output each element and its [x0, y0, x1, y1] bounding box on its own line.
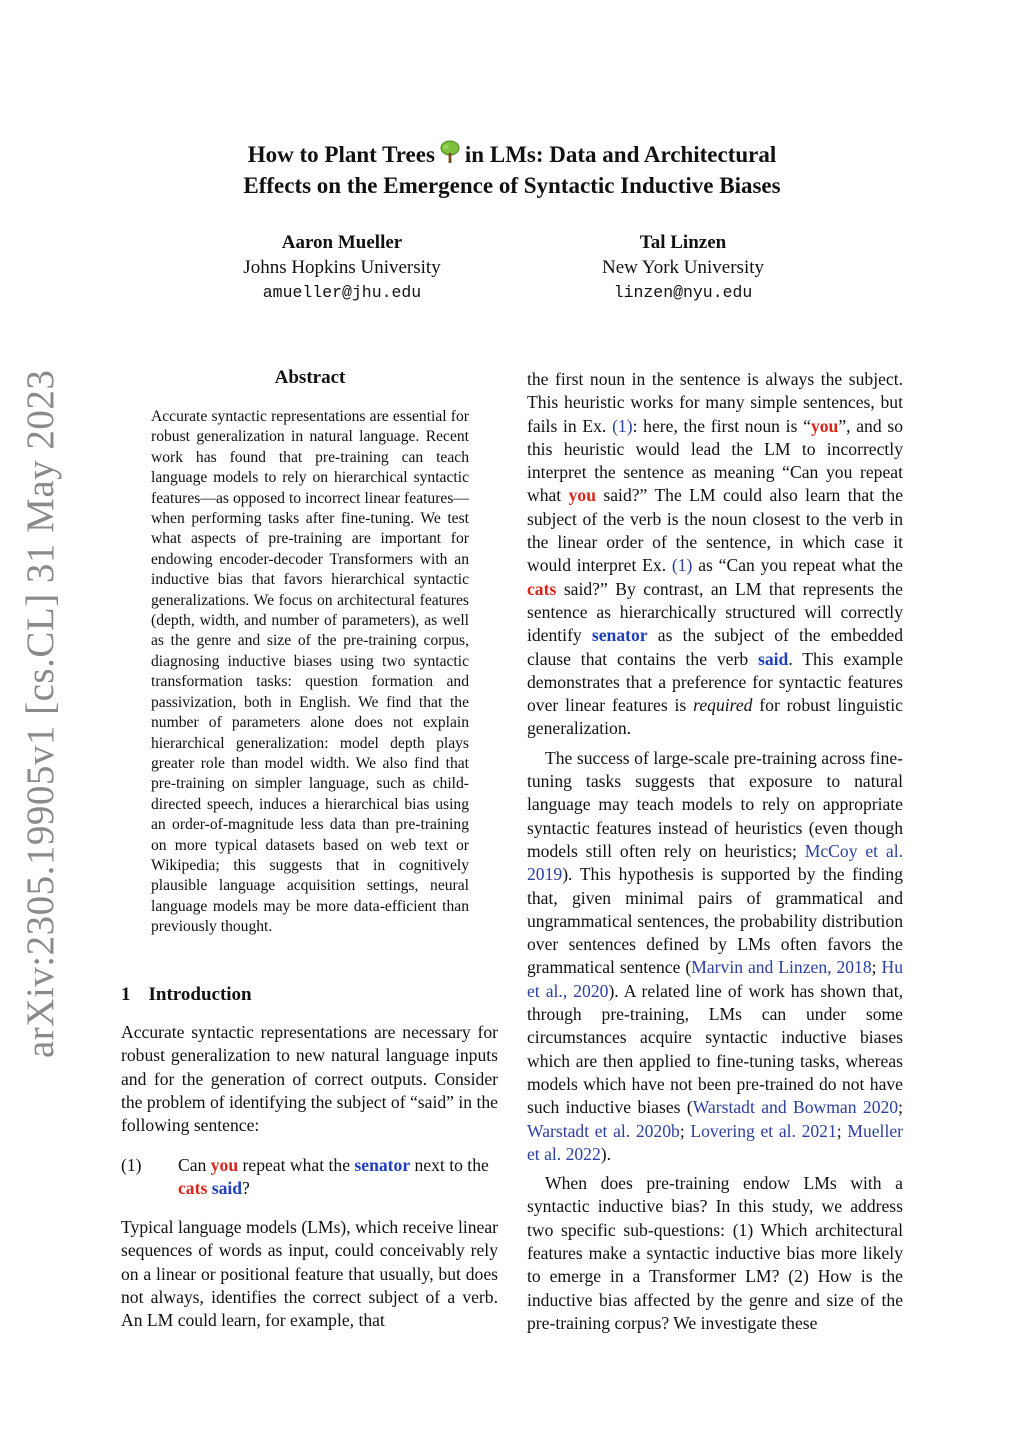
text: said?” The LM could also learn that the subject of the verb is the noun closest to the verb in the linear order of the sentence, in which case it would interpret Ex.	[527, 485, 904, 576]
arxiv-identifier: arXiv:2305.19905v1 [cs.CL] 31 May 2023	[19, 369, 62, 1058]
example-number: (1)	[121, 1155, 142, 1175]
word: next to the	[414, 1155, 489, 1175]
citation-link[interactable]: Hu et al., 2020	[527, 957, 903, 1001]
paper-title	[150, 140, 874, 200]
citation-link[interactable]: Warstadt and Bowman 2020	[692, 1097, 899, 1118]
paragraph-text: Accurate syntactic representations are necessary for robust generalization to new natural language inputs and for the generation of correct outputs. Consider the problem of identifying the subject of “said” in the following sentence:	[121, 1022, 498, 1136]
author-affiliation: New York University	[601, 257, 765, 278]
text: ). A related line of work has shown that, through pre-training, LMs can under some circumstances acquire syntactic inductive biases which are then applied to fine-tuning tasks, whereas models which have not been pre-trained do not have such inductive biases (	[527, 980, 903, 1118]
word: repeat what the	[242, 1155, 351, 1175]
example-ref[interactable]: (1)	[612, 415, 633, 436]
right-column	[527, 368, 903, 1335]
author-name: Tal Linzen	[639, 232, 727, 253]
author-block-1	[192, 230, 492, 305]
title-line2: Effects on the Emergence of Syntactic Inductive Biases	[243, 173, 781, 198]
right-paragraph-2	[527, 747, 903, 1166]
author-email[interactable]: linzen@nyu.edu	[613, 283, 753, 302]
text: ). This hypothesis is supported by the finding that, given minimal pairs of grammatical and ungrammatical sentences, the probability distribution over sentences defined by LMs often favors the grammatical sentence (	[527, 864, 903, 978]
citation-link[interactable]: Warstadt et al. 2020b	[527, 1120, 680, 1141]
text: ;	[871, 957, 877, 978]
intro-paragraph-2	[121, 1216, 498, 1332]
paragraph-text: Typical language models (LMs), which receive linear sequences of words as input, could conceivably rely on a linear or positional feature that usually, but does not always, identifies the correct subject of a verb. An LM could learn, for example, that	[121, 1217, 498, 1331]
text: as “Can you repeat what the	[698, 555, 903, 576]
text: said?” By contrast, an LM that represents the sentence as hierarchically structured will correctly identify	[527, 578, 903, 646]
citation-link[interactable]: Mueller et al. 2022	[527, 1120, 904, 1164]
text: ”, and so this heuristic would lead the LM to incorrectly interpret the sentence as meaning “Can you repeat what	[527, 415, 903, 506]
highlight-senator: senator	[354, 1155, 411, 1175]
intro-paragraph-1	[121, 1021, 498, 1137]
example-ref[interactable]: (1)	[671, 555, 693, 576]
text: for robust linguistic generalization.	[527, 695, 903, 739]
emphasis: required	[693, 695, 753, 716]
abstract-heading: Abstract	[274, 367, 346, 388]
title-line1-a: How to Plant Trees	[247, 142, 435, 167]
right-paragraph-1	[527, 368, 903, 741]
right-paragraph-3: When does pre-training endow LMs with a syntactic inductive bias? In this study, we address two specific sub-questions: (1) Which architectural features make a syntactic inductive bias more likely to emerge in a Transformer LM? (2) How is the inductive bias affected by the genre and size of the pre-training corpus? We investigate these	[527, 1173, 903, 1333]
author-block-2	[533, 230, 833, 305]
text: : here, the first noun is “	[632, 415, 811, 436]
section-heading	[121, 984, 252, 1006]
text: . This example demonstrates that a preference for syntactic features over linear features is	[527, 648, 904, 716]
highlight-you: you	[810, 415, 839, 436]
word: Can	[178, 1155, 207, 1175]
citation-link[interactable]: McCoy et al. 2019	[527, 840, 903, 885]
highlight-you: you	[568, 485, 596, 506]
author-affiliation: Johns Hopkins University	[243, 257, 441, 278]
text: The success of large-scale pre-training across fine-tuning tasks suggests that exposure to natural language may teach models to rely on appropriate syntactic features instead of heuristics (even though models still often rely on heuristics;	[527, 747, 903, 861]
highlight-you: you	[210, 1155, 239, 1175]
word: ?	[242, 1178, 250, 1199]
author-name: Aaron Mueller	[281, 232, 403, 253]
highlight-said: said	[211, 1178, 243, 1199]
section-title: Introduction	[148, 984, 252, 1005]
text: ;	[898, 1097, 903, 1118]
title-line1-b: in LMs: Data and Architectural	[464, 142, 777, 167]
highlight-cats: cats	[527, 578, 557, 599]
citation-link[interactable]: Lovering et al. 2021	[690, 1120, 837, 1141]
citation-link[interactable]: Marvin and Linzen, 2018	[691, 957, 872, 978]
abstract-text: Accurate syntactic representations are essential for robust generalization in natural language. Recent work has found that pre-training can teach language models to rely on hierarchical syntactic features—as opposed to incorrect linear features—when performing tasks after fine-tuning. We test what aspects of pre-training are important for endowing encoder-decoder Transformers with an inductive bias that favors hierarchical syntactic generalizations. We focus on architectural features (depth, width, and number of parameters), as well as the genre and size of the pre-training corpus, diagnosing inductive biases using two syntactic transformation tasks: question formation and passivization, both in English. We find that the number of parameters alone does not explain hierarchical generalization: model depth plays greater role than model width. We also find that pre-training on simpler language, such as child-directed speech, induces a hierarchical bias using an order-of-magnitude less data than pre-training on more typical datasets based on web text or Wikipedia; this suggests that in cognitively plausible language acquisition settings, neural language models may be more data-efficient than previously thought.	[151, 408, 469, 936]
text: ;	[836, 1120, 842, 1141]
text: ).	[600, 1143, 612, 1164]
section-number: 1	[121, 984, 131, 1005]
highlight-said: said	[758, 648, 789, 669]
text: as the subject of the embedded clause that contains the verb	[527, 625, 904, 669]
author-email[interactable]: amueller@jhu.edu	[262, 283, 422, 302]
tree-icon	[439, 140, 461, 171]
text: ;	[679, 1120, 685, 1141]
example-text	[178, 1154, 501, 1201]
text: the first noun in the sentence is always the subject. This heuristic works for many simple sentences, but fails in Ex.	[527, 369, 903, 436]
highlight-cats: cats	[178, 1178, 208, 1199]
highlight-senator: senator	[591, 625, 648, 646]
